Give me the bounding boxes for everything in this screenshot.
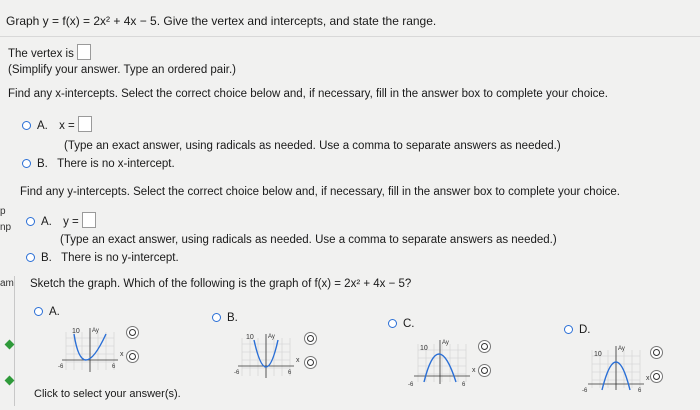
- graph-a-axis-y: Ay: [92, 328, 99, 334]
- graph-a-tick-left: -6: [58, 364, 64, 370]
- graph-d-axis-x: x: [646, 375, 650, 382]
- y-intercept-prompt: Find any y-intercepts. Select the correct choice below and, if necessary, fill in the answer box to complete your choice.: [20, 186, 620, 198]
- graph-option-b-radio[interactable]: [212, 313, 221, 322]
- graph-option-b-letter: B.: [227, 312, 238, 324]
- graph-option-a-letter: A.: [49, 306, 60, 318]
- x-option-b[interactable]: [22, 158, 175, 170]
- graph-d-zoom-in-icon[interactable]: [650, 346, 663, 359]
- footer-hint: Click to select your answer(s).: [34, 388, 181, 400]
- y-option-a[interactable]: [26, 212, 96, 228]
- header-divider: [0, 36, 700, 37]
- left-divider: [14, 276, 15, 406]
- graph-a-zoom-in-icon[interactable]: [126, 326, 139, 339]
- graph-c-axis-x: x: [472, 367, 476, 374]
- status-diamond-1: [5, 340, 15, 350]
- graph-option-c-radio[interactable]: [388, 319, 397, 328]
- y-option-b-letter: B.: [41, 252, 52, 264]
- graph-option-a[interactable]: [34, 306, 60, 318]
- graph-option-c-letter: C.: [403, 318, 415, 330]
- x-option-a-text: x =: [59, 120, 75, 132]
- graph-c-tick-top: 10: [420, 345, 428, 352]
- graph-option-b[interactable]: [212, 312, 238, 324]
- left-fragment-1: p: [0, 206, 6, 217]
- graph-b-axis-x: x: [296, 357, 300, 364]
- status-diamond-2: [5, 376, 15, 386]
- graph-d-tick-left: -6: [582, 388, 588, 394]
- graph-a-tick-right: 6: [112, 364, 116, 370]
- graph-d-tick-right: 6: [638, 388, 642, 394]
- graph-d-zoom-out-icon[interactable]: [650, 370, 663, 383]
- graph-a-axis-x: x: [120, 351, 124, 358]
- y-option-b-text: There is no y-intercept.: [61, 252, 179, 264]
- x-option-a-radio[interactable]: [22, 121, 31, 130]
- vertex-label: The vertex is: [8, 48, 74, 60]
- graph-c-tick-right: 6: [462, 382, 466, 388]
- left-fragment-2: np: [0, 222, 12, 233]
- graph-b-tick-right: 6: [288, 370, 292, 376]
- y-option-b-radio[interactable]: [26, 253, 35, 262]
- graph-prompt: Sketch the graph. Which of the following is the graph of f(x) = 2x² + 4x − 5?: [30, 278, 412, 290]
- graph-b-tick-left: -6: [234, 370, 240, 376]
- vertex-answer-box[interactable]: [77, 44, 91, 60]
- x-option-b-radio[interactable]: [22, 159, 31, 168]
- x-option-a[interactable]: [22, 116, 92, 132]
- vertex-hint: (Simplify your answer. Type an ordered pair.): [8, 64, 236, 76]
- x-intercept-prompt: Find any x-intercepts. Select the correct choice below and, if necessary, fill in the answer box to complete your choice.: [8, 88, 608, 100]
- graph-option-d[interactable]: [564, 324, 591, 336]
- graph-option-d-letter: D.: [579, 324, 591, 336]
- graph-d-axis-y: Ay: [618, 346, 625, 352]
- x-answer-box[interactable]: [78, 116, 92, 132]
- y-option-b[interactable]: [26, 252, 179, 264]
- graph-option-d-radio[interactable]: [564, 325, 573, 334]
- graph-b-axis-y: Ay: [268, 334, 275, 340]
- y-option-a-letter: A.: [41, 216, 52, 228]
- graph-a-tick-top: 10: [72, 328, 80, 335]
- graph-b-tick-top: 10: [246, 334, 254, 341]
- y-option-a-text: y =: [63, 216, 79, 228]
- graph-a-zoom-out-icon[interactable]: [126, 350, 139, 363]
- graph-b-zoom-in-icon[interactable]: [304, 332, 317, 345]
- vertex-row: [8, 44, 91, 60]
- y-option-a-hint: (Type an exact answer, using radicals as needed. Use a comma to separate answers as needed.): [60, 234, 557, 246]
- x-option-a-letter: A.: [37, 120, 48, 132]
- x-option-a-hint: (Type an exact answer, using radicals as needed. Use a comma to separate answers as needed.): [64, 140, 561, 152]
- graph-c-zoom-out-icon[interactable]: [478, 364, 491, 377]
- left-fragment-3: am: [0, 278, 14, 289]
- graph-d-tick-top: 10: [594, 351, 602, 358]
- x-option-b-text: There is no x-intercept.: [57, 158, 175, 170]
- y-answer-box[interactable]: [82, 212, 96, 228]
- question-title: Graph y = f(x) = 2x² + 4x − 5. Give the vertex and intercepts, and state the range.: [6, 14, 437, 28]
- graph-option-a-radio[interactable]: [34, 307, 43, 316]
- graph-c-tick-left: -6: [408, 382, 414, 388]
- graph-c-zoom-in-icon[interactable]: [478, 340, 491, 353]
- x-option-b-letter: B.: [37, 158, 48, 170]
- graph-b-zoom-out-icon[interactable]: [304, 356, 317, 369]
- graph-c-axis-y: Ay: [442, 340, 449, 346]
- graph-option-c[interactable]: [388, 318, 415, 330]
- y-option-a-radio[interactable]: [26, 217, 35, 226]
